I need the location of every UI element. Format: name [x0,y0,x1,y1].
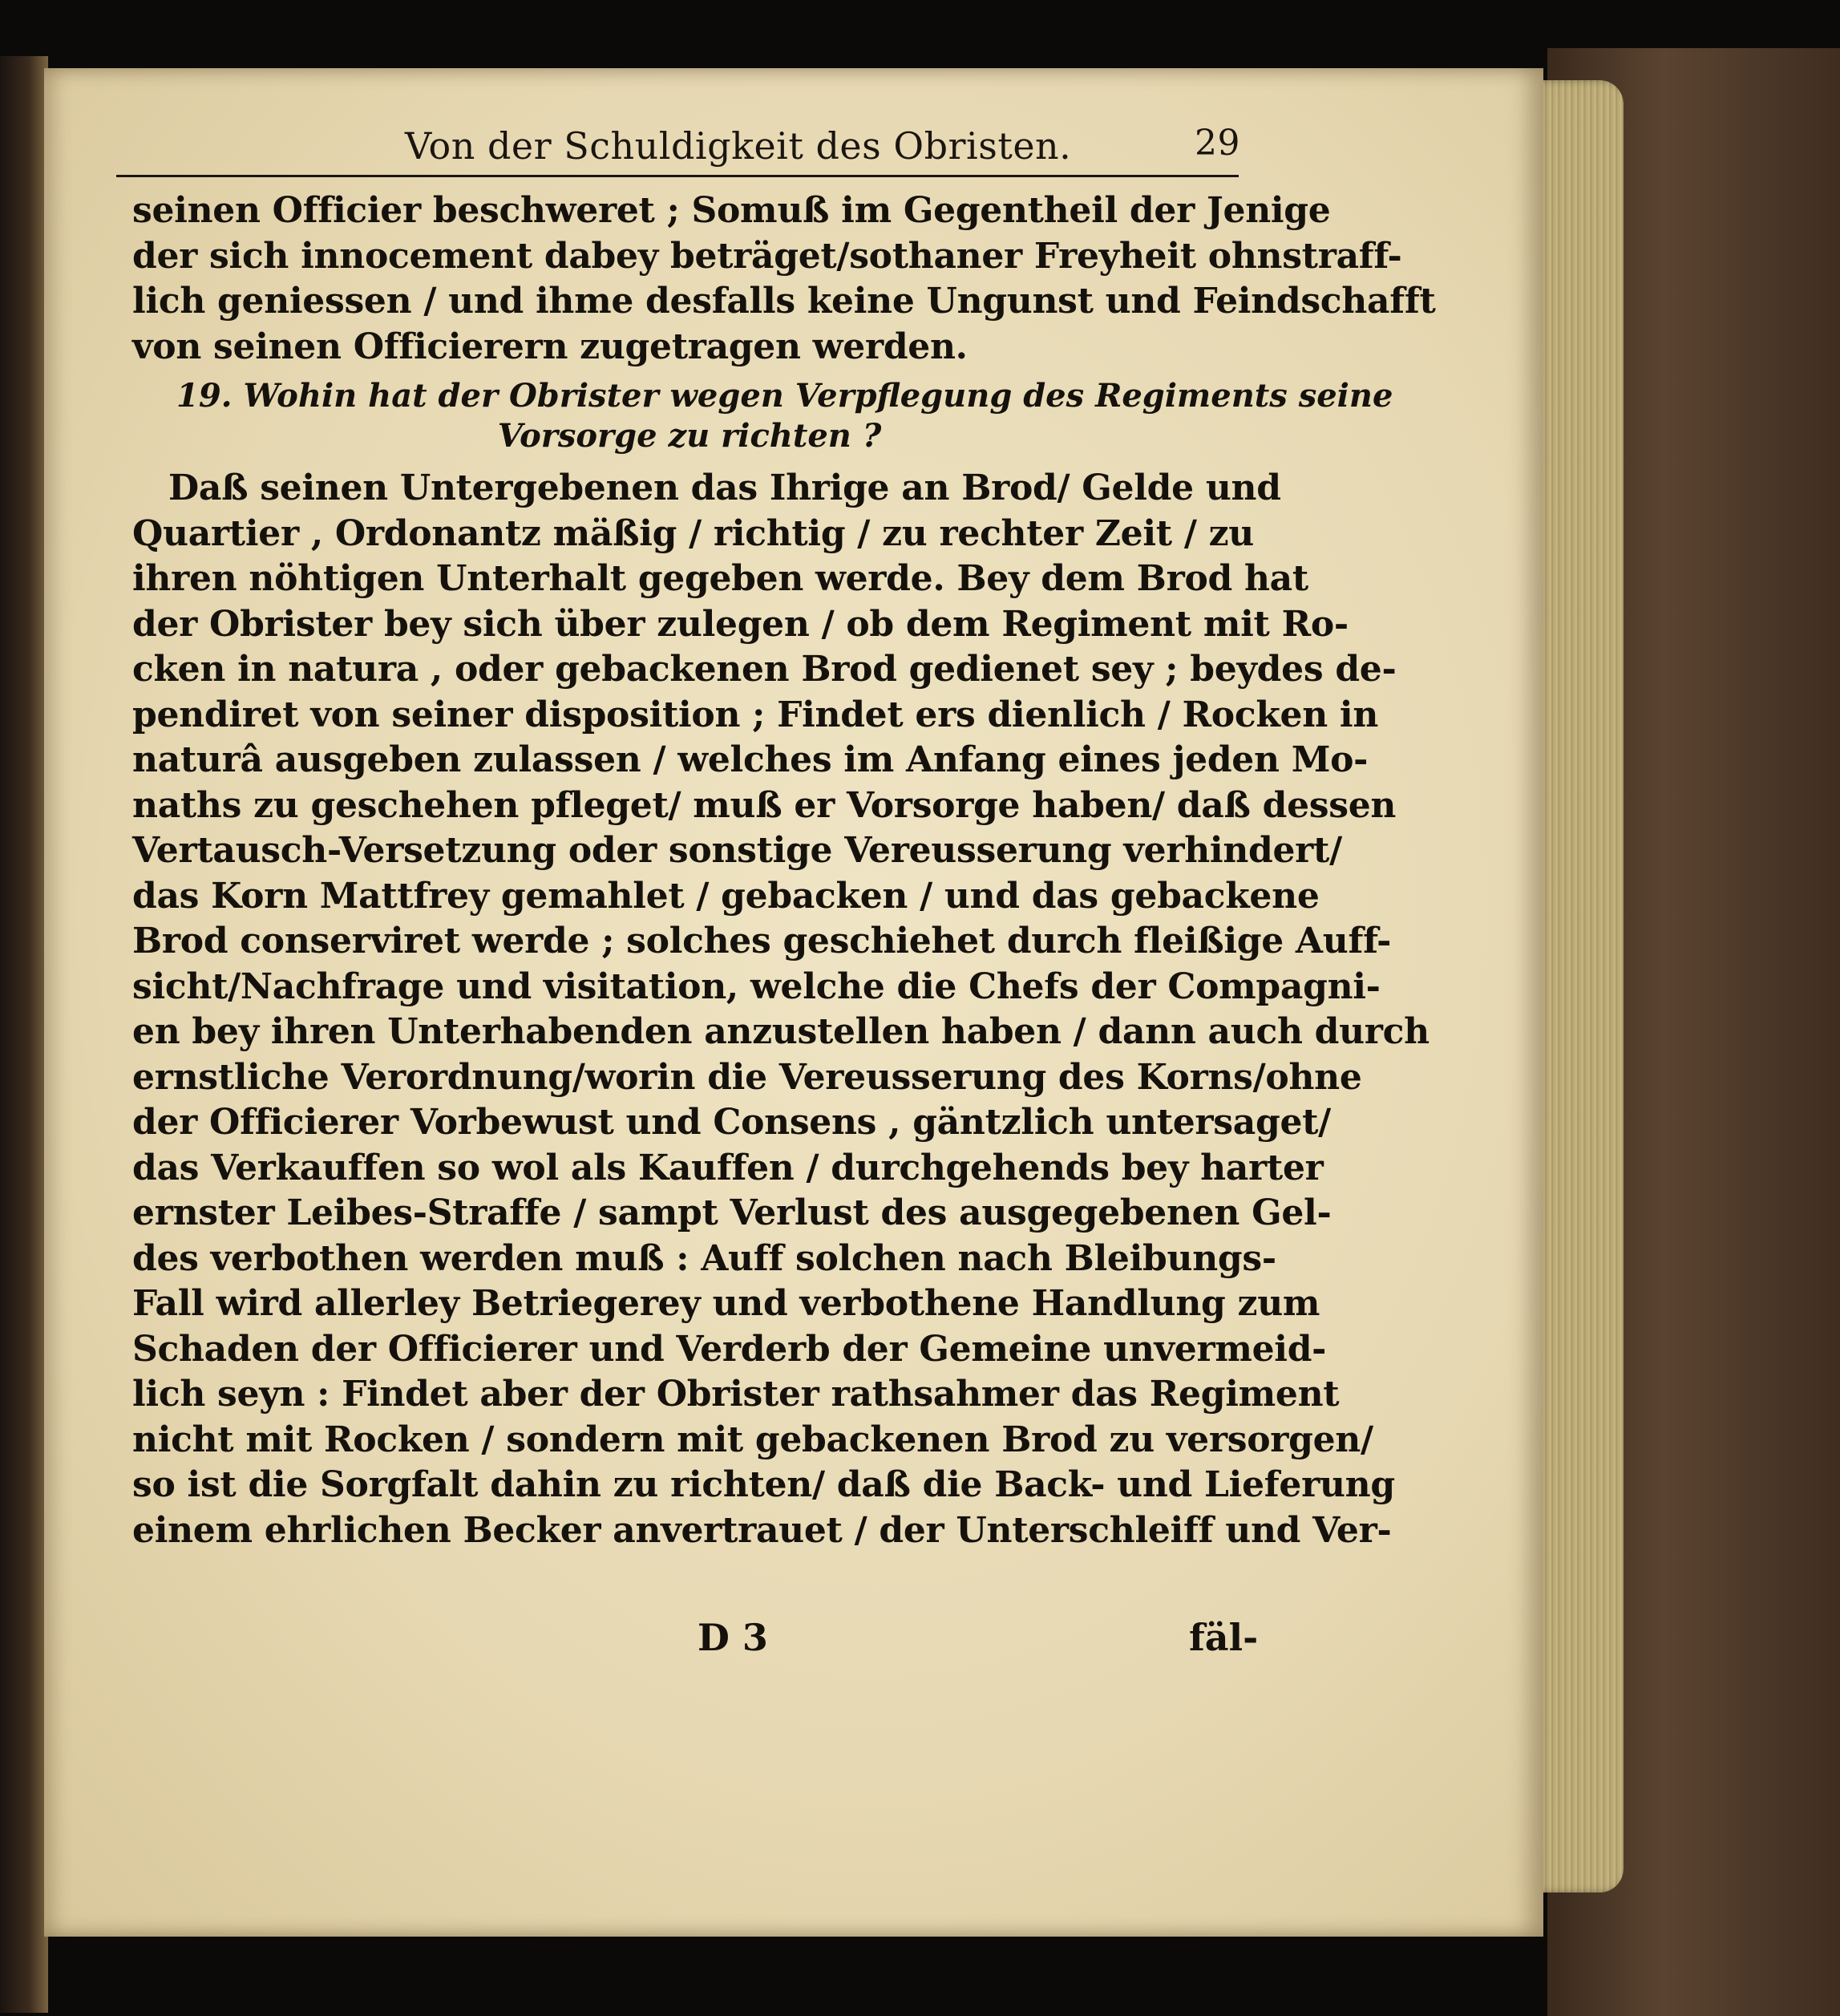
text-line: Daß seinen Untergebenen das Ihrige an Brod/ Gelde und [168,468,1281,508]
text-line: der Officierer Vorbewust und Consens , gäntzlich untersaget/ [132,1102,1331,1143]
text-line: seinen Officier beschweret ; Somuß im Gegentheil der Jenige [132,190,1331,231]
text-line: lich geniessen / und ihme desfalls keine Ungunst und Feindschafft [132,281,1436,322]
text-line: einem ehrlichen Becker anvertrauet / der Unterschleiff und Ver- [132,1509,1392,1551]
text-line: Brod conserviret werde ; solches geschiehet durch fleißige Auff- [132,921,1392,961]
text-line: ernstliche Verordnung/worin die Vereusserung des Korns/ohne [132,1056,1362,1098]
text-line: der Obrister bey sich über zulegen / ob dem Regiment mit Ro- [132,603,1349,645]
text-line: nicht mit Rocken / sondern mit gebackenen Brod zu versorgen/ [132,1419,1373,1460]
catchword: fäl- [1189,1616,1259,1659]
text-line: des verbothen werden muß : Auff solchen nach Bleibungs- [132,1237,1276,1279]
signature-mark: D 3 [698,1616,768,1659]
text-line: ihren nöhtigen Unterhalt gegeben werde. Bey dem Brod hat [132,558,1308,599]
book-binding-left [0,56,48,2013]
text-line: das Verkauffen so wol als Kauffen / durchgehends bey harter [132,1147,1324,1188]
text-line: pendiret von seiner disposition ; Findet ers dienlich / Rocken in [132,694,1379,735]
text-line: Quartier , Ordonantz mäßig / richtig / zu rechter Zeit / zu [132,512,1255,554]
text-line: ernster Leibes-Straffe / sampt Verlust des ausgegebenen Gel- [132,1192,1332,1233]
page-number: 29 [1195,123,1240,164]
text-line: so ist die Sorgfalt dahin zu richten/ daß die Back- und Lieferung [132,1464,1395,1505]
text-line: der sich innocement dabey beträget/sothaner Freyheit ohnstraff- [132,235,1402,277]
page-fore-edge [1535,80,1624,1893]
text-line: Schaden der Officierer und Verderb der Gemeine unvermeid- [132,1328,1327,1370]
question-heading-continued: Vorsorge zu richten ? [497,417,882,455]
text-line: naths zu geschehen pfleget/ muß er Vorsorge haben/ daß dessen [132,784,1397,826]
text-line: Vertausch-Versetzung oder sonstige Vereusserung verhindert/ [132,830,1342,871]
text-line: lich seyn : Findet aber der Obrister rathsahmer das Regiment [132,1374,1340,1415]
text-line: cken in natura , oder gebackenen Brod gedienet sey ; beydes de- [132,649,1397,690]
running-head-title: Von der Schuldigkeit des Obristen. [405,124,1072,168]
question-heading: 19. Wohin hat der Obrister wegen Verpflegung des Regiments seine [176,377,1393,415]
text-line: sicht/Nachfrage und visitation, welche die Chefs der Compagni- [132,965,1381,1007]
text-line: naturâ ausgeben zulassen / welches im Anfang eines jeden Mo- [132,739,1369,780]
text-line: en bey ihren Unterhabenden anzustellen haben / dann auch durch [132,1011,1430,1052]
text-block [132,188,1436,1553]
head-rule [116,175,1239,177]
text-line: von seinen Officierern zugetragen werden. [132,326,968,367]
text-line: das Korn Mattfrey gemahlet / gebacken / und das gebackene [132,875,1320,917]
text-line: Fall wird allerley Betriegerey und verbothene Handlung zum [132,1283,1320,1324]
